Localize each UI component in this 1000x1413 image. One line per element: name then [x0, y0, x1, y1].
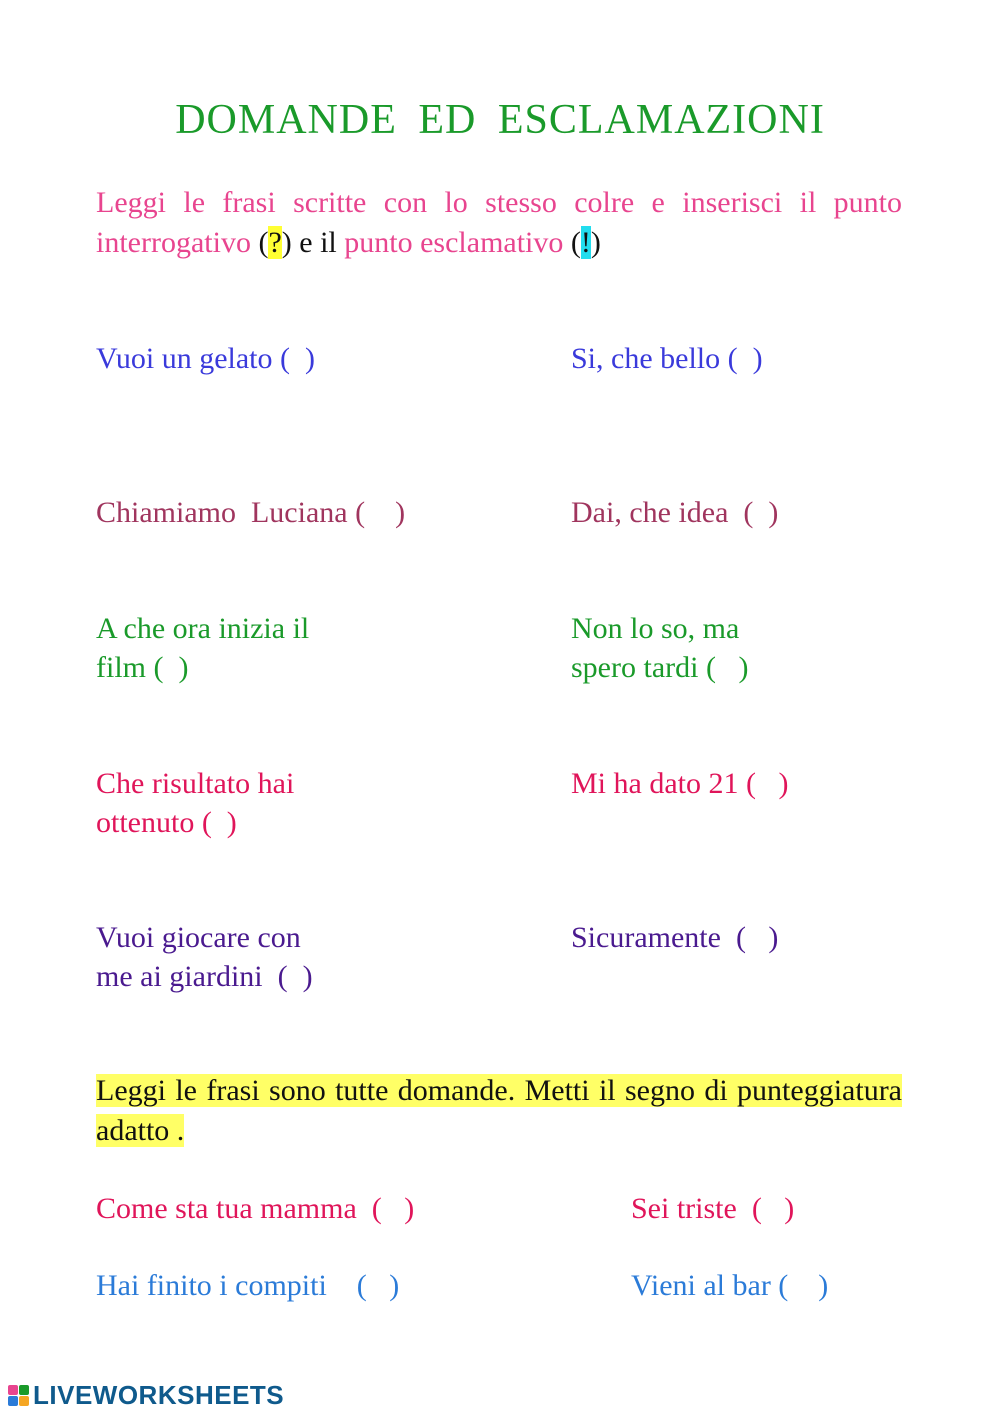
sentence-right-4: Mi ha dato 21 ( ) [571, 767, 789, 800]
question-right-2: Vieni al bar ( ) [631, 1269, 829, 1302]
sentence-left-3: A che ora inizia il film ( ) [96, 612, 310, 684]
logo-square [19, 1385, 29, 1395]
liveworksheets-logo [8, 1380, 284, 1411]
connector-text: e il [291, 226, 345, 259]
sentence-right-1: Si, che bello ( ) [571, 342, 763, 375]
sentence-left-4: Che risultato hai ottenuto ( ) [96, 767, 295, 839]
paren-open: ( [258, 226, 269, 259]
sentence-right-2: Dai, che idea ( ) [571, 496, 779, 529]
logo-text: LIVEWORKSHEETS [33, 1380, 285, 1410]
question-mark: ? [268, 226, 282, 259]
logo-square [19, 1396, 29, 1406]
logo-square [8, 1396, 18, 1406]
instructions [96, 183, 902, 263]
logo-icon [8, 1385, 29, 1406]
question-left-2: Hai finito i compiti ( ) [96, 1269, 400, 1302]
paren-open: ( [570, 226, 581, 259]
page-title: DOMANDE ED ESCLAMAZIONI [175, 97, 825, 143]
paren-close: ) [590, 226, 601, 259]
sentence-left-5: Vuoi giocare con me ai giardini ( ) [96, 921, 313, 993]
instructions-2 [96, 1071, 902, 1151]
exclamation-label: punto esclamativo [344, 226, 564, 259]
sentence-right-3: Non lo so, ma spero tardi ( ) [571, 612, 749, 684]
instructions-text: Leggi le frasi scritte con lo stesso colre e inserisci il punto interrogativo [96, 186, 902, 259]
exclamation-mark: ! [580, 226, 591, 259]
logo-square [8, 1385, 18, 1395]
paren-close: ) [281, 226, 292, 259]
question-left-1: Come sta tua mamma ( ) [96, 1192, 415, 1225]
sentence-left-2: Chiamiamo Luciana ( ) [96, 496, 406, 529]
instructions-2-text: Leggi le frasi sono tutte domande. Metti il segno di punteggiatura adatto . [96, 1074, 902, 1147]
question-right-1: Sei triste ( ) [631, 1192, 795, 1225]
sentence-left-1: Vuoi un gelato ( ) [96, 342, 315, 375]
sentence-right-5: Sicuramente ( ) [571, 921, 779, 954]
